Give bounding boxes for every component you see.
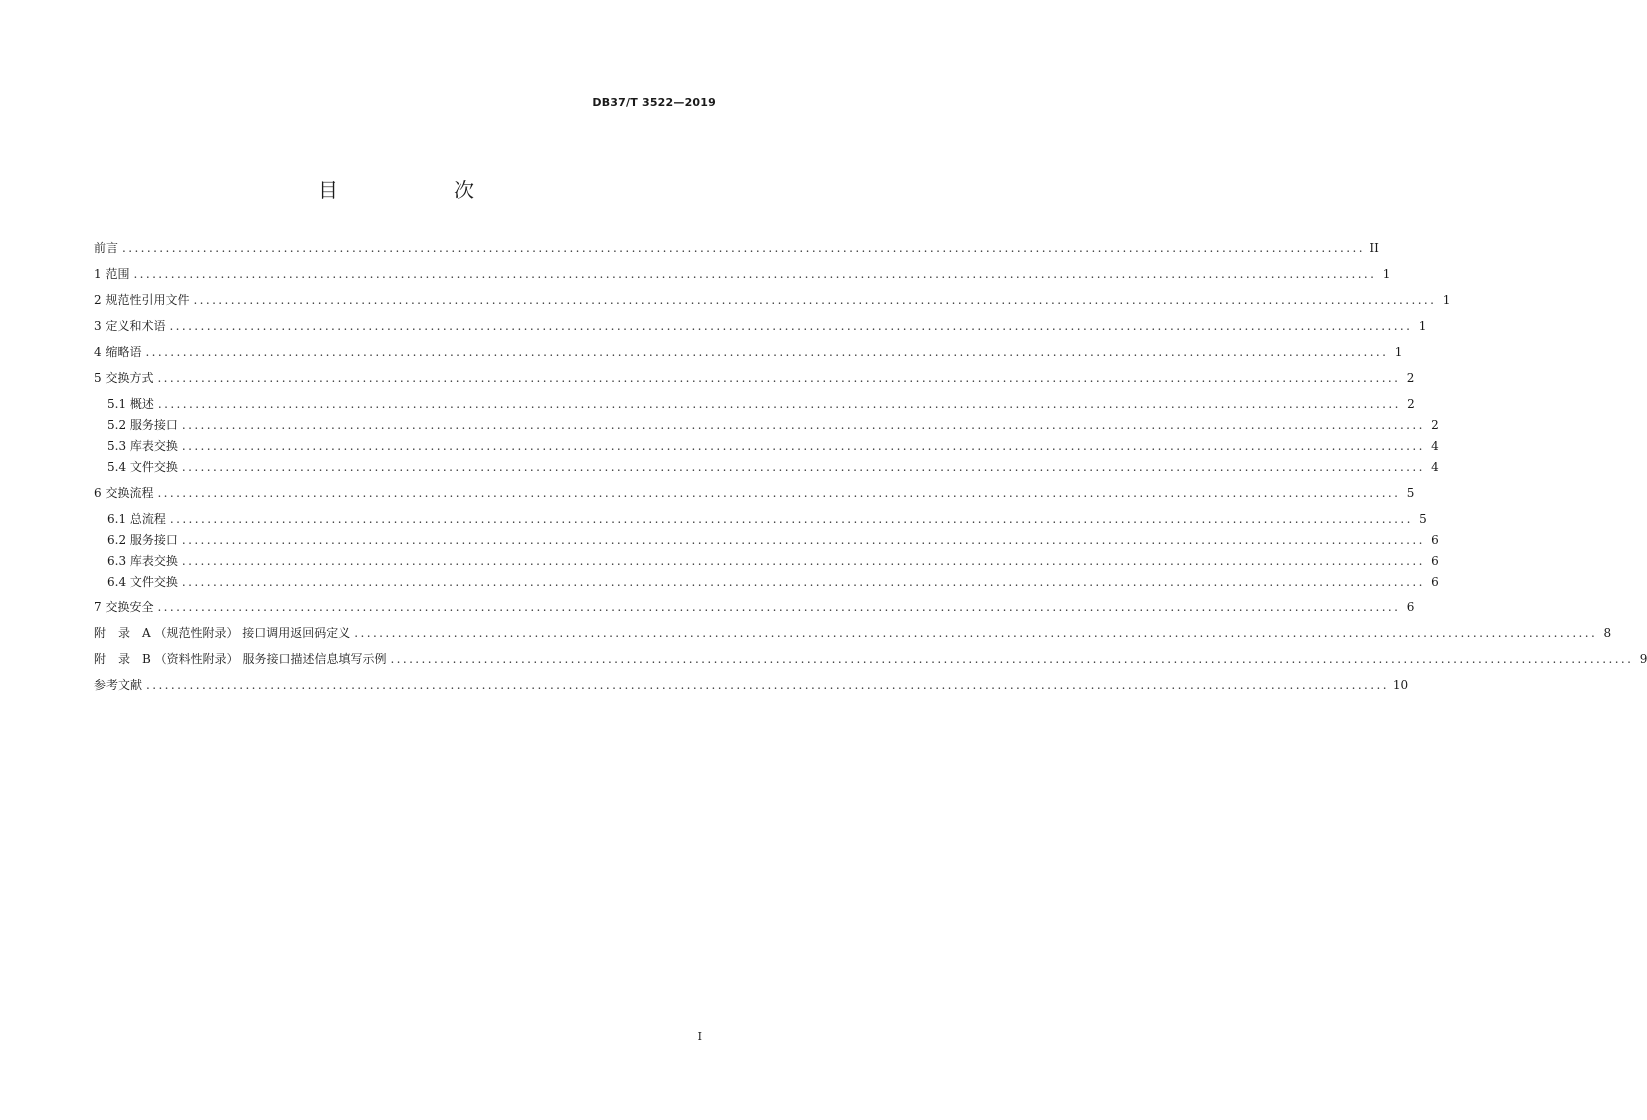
toc-leader-dots: ........................................................................................................................................................................................................ <box>157 600 1401 614</box>
toc-entry-page: 1 <box>1442 293 1451 307</box>
toc-leader-dots: ........................................................................................................................................................................................................ <box>390 652 1634 666</box>
toc-leader-dots: ........................................................................................................................................................................................................ <box>157 486 1401 500</box>
toc-entry-page: 4 <box>1431 439 1439 453</box>
toc-entry-page: 2 <box>1407 397 1415 411</box>
toc-entry-page: 6 <box>1406 600 1415 614</box>
toc-leader-dots: ........................................................................................................................................................................................................ <box>169 512 1413 526</box>
toc-entry-label: 附 录 B （资料性附录） 服务接口描述信息填写示例 <box>94 652 387 666</box>
toc-entry-label: 5.3 库表交换 <box>107 439 178 453</box>
toc-leader-dots: ........................................................................................................................................................................................................ <box>169 319 1413 333</box>
toc-entry-page: 1 <box>1382 267 1391 281</box>
toc-entry[interactable] <box>107 531 1439 549</box>
toc-entry[interactable] <box>94 650 1647 668</box>
toc-entry[interactable] <box>107 552 1439 570</box>
toc-entry-label: 6.2 服务接口 <box>107 533 178 547</box>
toc-entry-page: 8 <box>1603 626 1612 640</box>
toc-entry-label: 4 缩略语 <box>94 345 142 359</box>
toc-leader-dots: ........................................................................................................................................................................................................ <box>181 554 1425 568</box>
toc-leader-dots: ........................................................................................................................................................................................................ <box>122 241 1365 255</box>
toc-entry-label: 5.1 概述 <box>107 397 154 411</box>
toc-leader-dots: ........................................................................................................................................................................................................ <box>181 533 1425 547</box>
toc-entry[interactable] <box>107 573 1439 591</box>
toc-entry-label: 前言 <box>94 241 119 255</box>
toc-entry-page: 2 <box>1406 371 1415 385</box>
toc-entry-page: 6 <box>1431 554 1439 568</box>
toc-entry[interactable] <box>94 369 1415 387</box>
toc-leader-dots: ........................................................................................................................................................................................................ <box>146 678 1389 692</box>
toc-entry[interactable] <box>107 395 1415 413</box>
toc-entry[interactable] <box>94 317 1427 335</box>
page-number: I <box>697 1030 702 1043</box>
toc-entry-page: 2 <box>1431 418 1439 432</box>
toc-leader-dots: ........................................................................................................................................................................................................ <box>181 418 1425 432</box>
toc-entry-page: 1 <box>1418 319 1427 333</box>
toc-entry-label: 6.3 库表交换 <box>107 554 178 568</box>
toc-entry-label: 5.2 服务接口 <box>107 418 178 432</box>
toc-entry[interactable] <box>107 437 1439 455</box>
table-of-contents <box>94 0 1647 1120</box>
document-code: DB37/T 3522—2019 <box>592 96 716 109</box>
toc-entry-label: 6.1 总流程 <box>107 512 166 526</box>
toc-leader-dots: ........................................................................................................................................................................................................ <box>193 293 1437 307</box>
toc-entry-page: II <box>1369 241 1379 255</box>
toc-leader-dots: ........................................................................................................................................................................................................ <box>157 397 1401 411</box>
toc-entry-label: 7 交换安全 <box>94 600 154 614</box>
toc-entry-label: 6 交换流程 <box>94 486 154 500</box>
toc-entry[interactable] <box>107 458 1439 476</box>
toc-entry[interactable] <box>94 239 1379 257</box>
toc-entry-page: 1 <box>1394 345 1403 359</box>
toc-leader-dots: ........................................................................................................................................................................................................ <box>157 371 1401 385</box>
toc-entry-page: 10 <box>1392 678 1409 692</box>
toc-entry[interactable] <box>107 416 1439 434</box>
toc-entry-label: 3 定义和术语 <box>94 319 166 333</box>
toc-entry-label: 5 交换方式 <box>94 371 154 385</box>
toc-entry-label: 5.4 文件交换 <box>107 460 178 474</box>
toc-entry-label: 2 规范性引用文件 <box>94 293 190 307</box>
toc-entry-page: 5 <box>1406 486 1415 500</box>
toc-entry[interactable] <box>94 624 1612 642</box>
toc-leader-dots: ........................................................................................................................................................................................................ <box>354 626 1598 640</box>
toc-entry-label: 附 录 A （规范性附录） 接口调用返回码定义 <box>94 626 351 640</box>
toc-entry[interactable] <box>94 265 1391 283</box>
toc-leader-dots: ........................................................................................................................................................................................................ <box>133 267 1377 281</box>
toc-leader-dots: ........................................................................................................................................................................................................ <box>181 460 1425 474</box>
toc-leader-dots: ........................................................................................................................................................................................................ <box>181 575 1425 589</box>
toc-entry[interactable] <box>107 510 1427 528</box>
toc-entry[interactable] <box>94 291 1451 309</box>
toc-entry-page: 6 <box>1431 575 1439 589</box>
toc-entry[interactable] <box>94 598 1415 616</box>
toc-entry-label: 参考文献 <box>94 678 143 692</box>
toc-entry-label: 6.4 文件交换 <box>107 575 178 589</box>
toc-entry[interactable] <box>94 343 1403 361</box>
toc-entry[interactable] <box>94 676 1409 694</box>
toc-entry-page: 9 <box>1639 652 1647 666</box>
toc-entry-page: 6 <box>1431 533 1439 547</box>
toc-entry-page: 5 <box>1419 512 1427 526</box>
toc-leader-dots: ........................................................................................................................................................................................................ <box>181 439 1425 453</box>
page-title: 目 次 <box>318 178 522 202</box>
toc-leader-dots: ........................................................................................................................................................................................................ <box>145 345 1389 359</box>
toc-entry-page: 4 <box>1431 460 1439 474</box>
toc-entry[interactable] <box>94 484 1415 502</box>
toc-entry-label: 1 范围 <box>94 267 130 281</box>
